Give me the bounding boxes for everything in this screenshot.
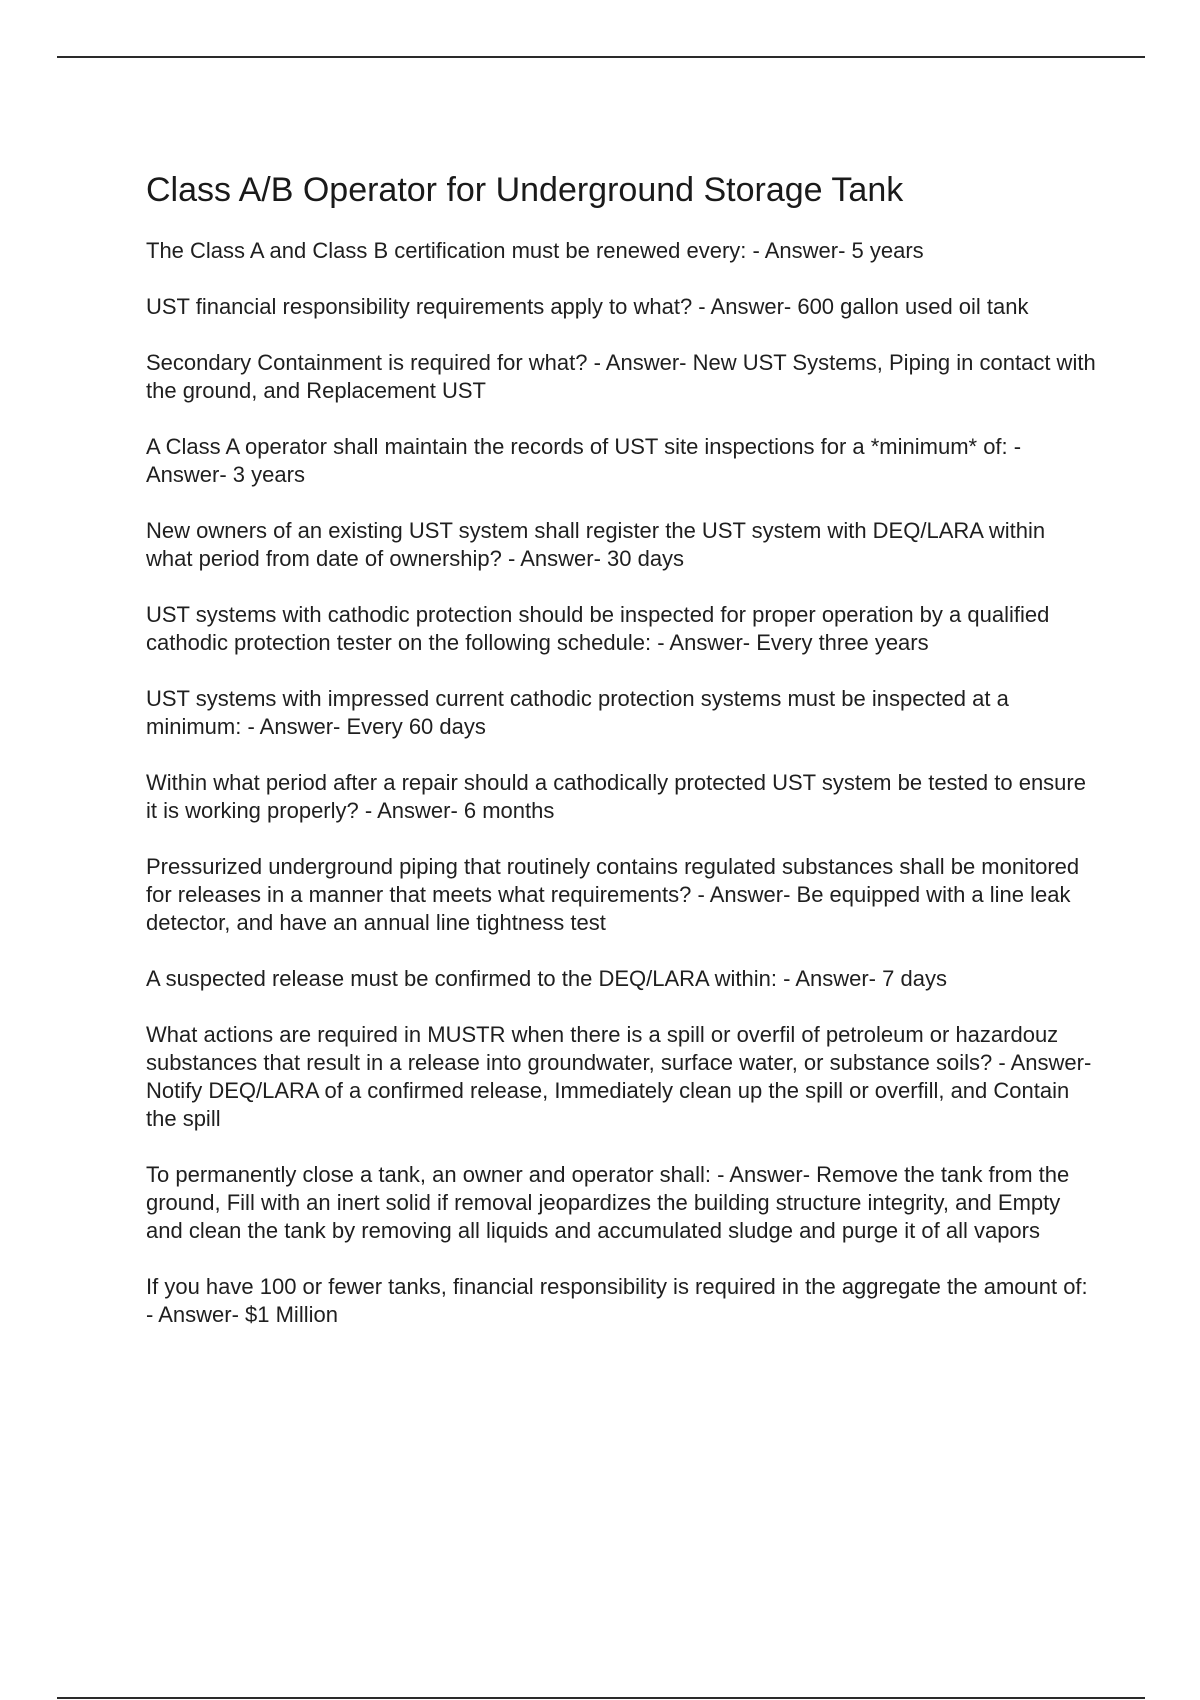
qa-item-3: Secondary Containment is required for what? - Answer- New UST Systems, Piping in contact with the ground, and Replacement UST	[146, 349, 1096, 403]
top-divider	[57, 56, 1145, 58]
page-title: Class A/B Operator for Underground Storage Tank	[146, 171, 904, 209]
qa-item-8: Within what period after a repair should a cathodically protected UST system be tested to ensure it is working properly? - Answer- 6 months	[146, 769, 1086, 823]
qa-item-1: The Class A and Class B certification must be renewed every: - Answer- 5 years	[146, 237, 924, 263]
qa-item-9: Pressurized underground piping that routinely contains regulated substances shall be monitored for releases in a manner that meets what requirements? - Answer- Be equipped with a line leak detector, and have an annual line tightness test	[146, 853, 1080, 935]
qa-item-6: UST systems with cathodic protection should be inspected for proper operation by a qualified cathodic protection tester on the following schedule: - Answer- Every three years	[146, 601, 1050, 655]
qa-item-11: What actions are required in MUSTR when there is a spill or overfil of petroleum or hazardouz substances that result in a release into groundwater, surface water, or substance soils? - Answer- Notify DEQ/LARA of a confirmed release, Immediately clean up the spill or overfill, and Contain the spill	[146, 1021, 1092, 1131]
qa-item-12: To permanently close a tank, an owner and operator shall: - Answer- Remove the tank from the ground, Fill with an inert solid if removal jeopardizes the building structure integrity, and Empty and clean the tank by removing all liquids and accumulated sludge and purge it of all vapors	[146, 1161, 1070, 1243]
qa-item-7: UST systems with impressed current cathodic protection systems must be inspected at a minimum: - Answer- Every 60 days	[146, 685, 1009, 739]
qa-item-10: A suspected release must be confirmed to the DEQ/LARA within: - Answer- 7 days	[146, 965, 947, 991]
qa-list	[146, 237, 1096, 1329]
qa-item-13: If you have 100 or fewer tanks, financial responsibility is required in the aggregate the amount of: - Answer- $1 Million	[146, 1273, 1088, 1327]
qa-item-4: A Class A operator shall maintain the records of UST site inspections for a *minimum* of: - Answer- 3 years	[146, 433, 1022, 487]
bottom-divider	[57, 1697, 1145, 1699]
document-body	[146, 170, 1096, 1357]
qa-item-2: UST financial responsibility requirements apply to what? - Answer- 600 gallon used oil tank	[146, 293, 1029, 319]
qa-item-5: New owners of an existing UST system shall register the UST system with DEQ/LARA within what period from date of ownership? - Answer- 30 days	[146, 517, 1046, 571]
